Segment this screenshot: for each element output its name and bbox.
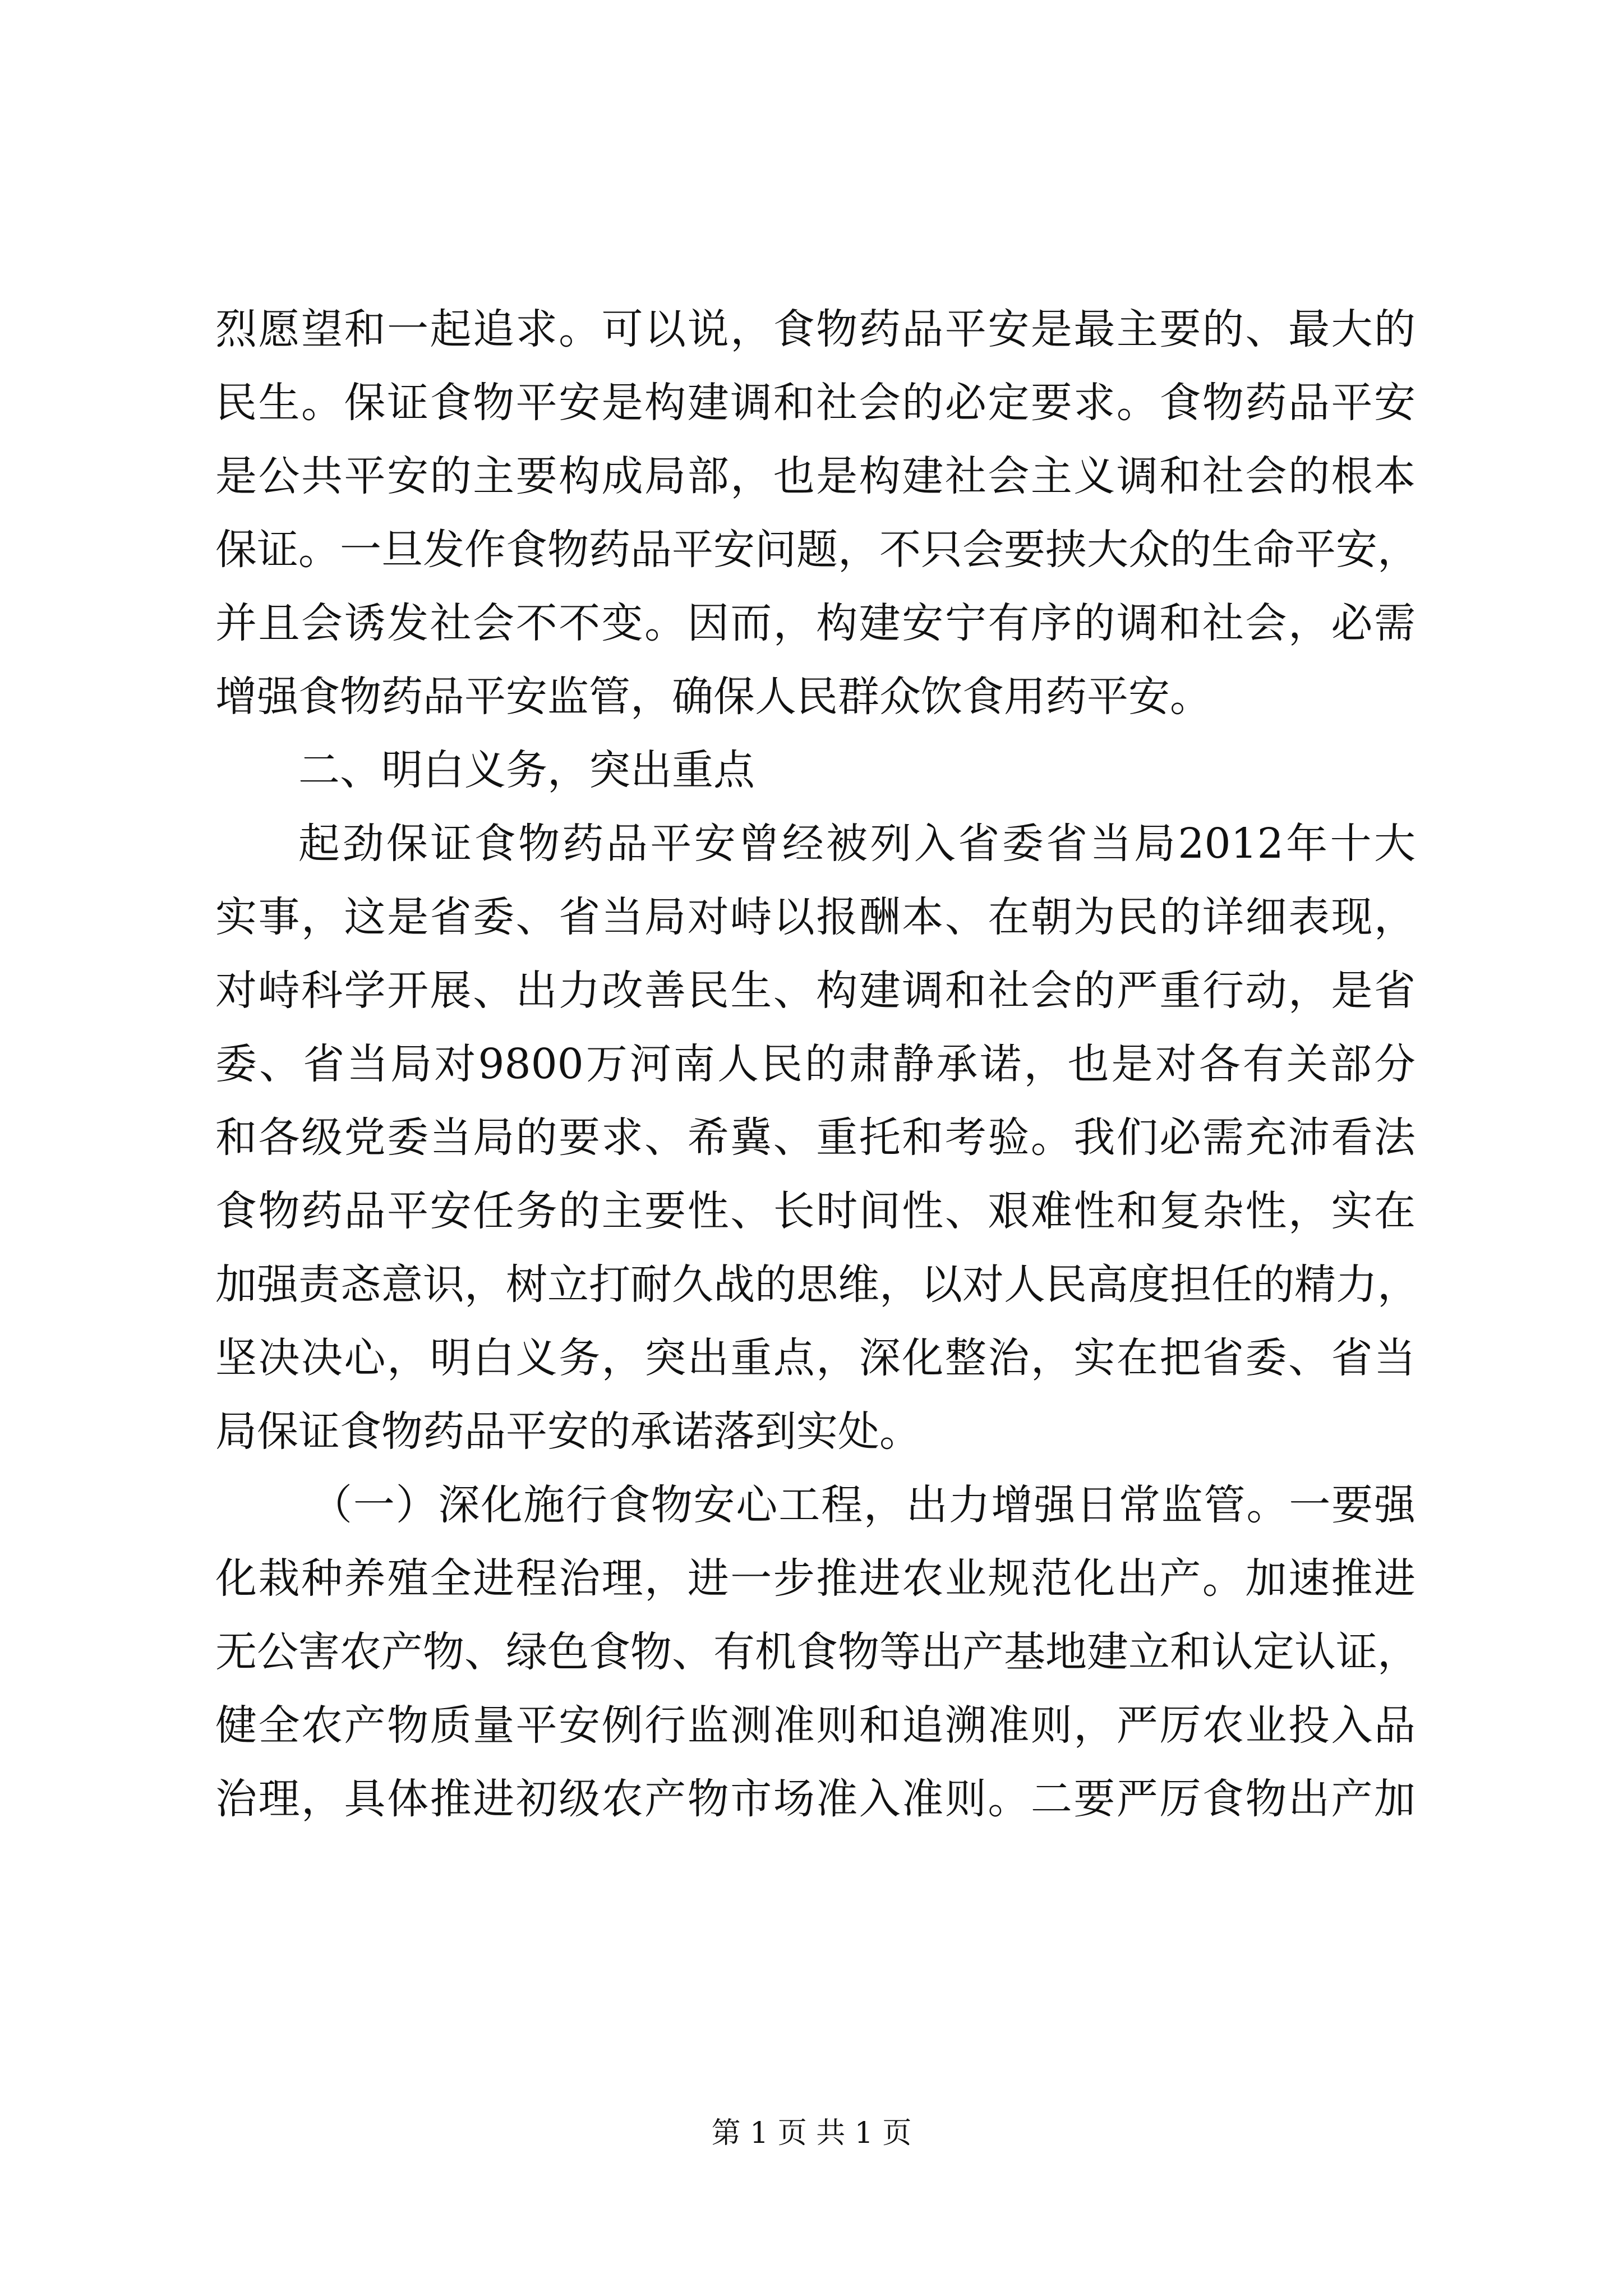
text-line: 烈愿望和一起追求。可以说，食物药品平安是最主要的、最大的 [215,305,1415,353]
section-heading: 二、明白义务，突出重点 [298,746,755,794]
document-body [215,293,1419,1836]
text-line: 保证。一旦发作食物药品平安问题，不只会要挟大众的生命平安， [215,526,1419,574]
subsection-line: （一）深化施行食物安心工程，出力增强日常监管。一要强 [311,1481,1415,1529]
text-line: 民生。保证食物平安是构建调和社会的必定要求。食物药品平安 [215,379,1415,427]
text-line: 对峙科学开展、出力改善民生、构建调和社会的严重行动，是省 [215,967,1415,1015]
text-line: 健全农产物质量平安例行监测准则和追溯准则，严厉农业投入品 [215,1701,1415,1750]
text-line: 食物药品平安任务的主要性、长时间性、艰难性和复杂性，实在 [215,1187,1415,1235]
text-line: 委、省当局对9800万河南人民的肃静承诺，也是对各有关部分 [215,1040,1415,1088]
text-line: 并且会诱发社会不不变。因而，构建安宁有序的调和社会，必需 [215,599,1415,647]
text-line: 起劲保证食物药品平安曾经被列入省委省当局2012年十大 [298,820,1415,868]
page-footer: 第 1 页 共 1 页 [711,2116,912,2150]
text-line: 无公害农产物、绿色食物、有机食物等出产基地建立和认定认证， [215,1628,1419,1676]
text-line: 局保证食物药品平安的承诺落到实处。 [215,1407,921,1456]
text-line: 和各级党委当局的要求、希冀、重托和考验。我们必需充沛看法 [215,1114,1415,1162]
text-line: 加强责忞意识，树立打耐久战的思维，以对人民高度担任的精力， [215,1260,1419,1309]
text-line: 实事，这是省委、省当局对峙以报酬本、在朝为民的详细表现， [215,893,1415,941]
text-line: 坚决决心，明白义务，突出重点，深化整治，实在把省委、省当 [215,1334,1415,1382]
text-line: 治理，具体推进初级农产物市场准入准则。二要严厉食物出产加 [215,1775,1415,1823]
text-line: 化栽种养殖全进程治理，进一步推进农业规范化出产。加速推进 [215,1554,1415,1603]
text-line: 增强食物药品平安监管，确保人民群众饮食用药平安。 [215,673,1211,721]
text-line: 是公共平安的主要构成局部，也是构建社会主义调和社会的根本 [215,452,1415,500]
